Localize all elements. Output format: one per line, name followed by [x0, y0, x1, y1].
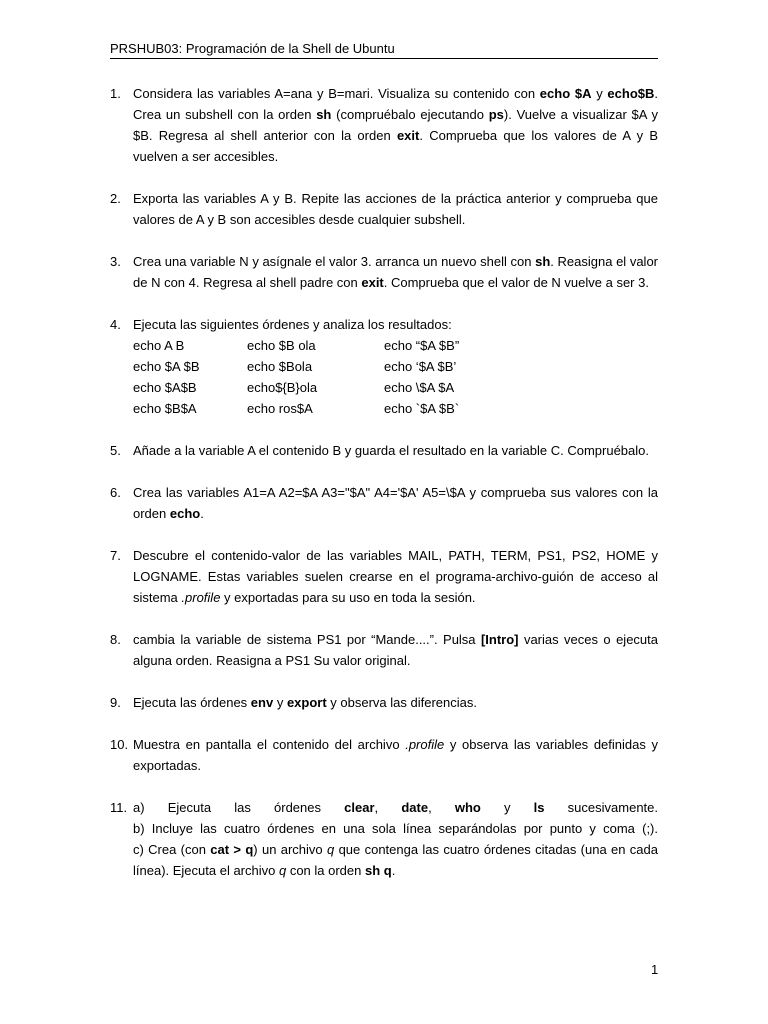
text-line — [133, 545, 658, 566]
text-line — [133, 797, 658, 818]
exercise-number: 1. — [110, 86, 121, 101]
text-run: de N con 4. Regresa al shell padre con — [133, 275, 362, 290]
exercise-item — [110, 251, 658, 293]
text-run: [Intro] — [480, 632, 519, 647]
text-run: sh — [535, 254, 551, 269]
text-run: c) Crea (con — [133, 842, 211, 857]
text-run: , — [428, 800, 455, 815]
text-line — [133, 503, 658, 524]
exercise-item — [110, 629, 658, 671]
text-run: exit — [396, 128, 420, 143]
text-run: y observa las variables definidas y — [444, 737, 658, 752]
text-run: Exporta las variables A y B. Repite las acciones de la práctica anterior y comprueba que — [133, 191, 658, 206]
text-run: Considera las variables A=ana y B=mari. Visualiza su contenido con — [133, 86, 540, 101]
command-cell: echo $B$A — [133, 401, 197, 416]
text-run: ) un archivo — [253, 842, 327, 857]
text-run: ). Vuelve a visualizar $A y — [503, 107, 658, 122]
text-run: LOGNAME. Estas variables suelen crearse en el programa-archivo-guión de acceso al — [133, 569, 658, 584]
text-run: . — [200, 506, 204, 521]
text-run: Crea las variables A1=A A2=$A A3="$A" A4='$A' A5=\$A y comprueba sus valores con la — [133, 485, 658, 500]
command-cell: echo $B ola — [247, 338, 316, 353]
text-line — [133, 692, 658, 713]
text-run: ps — [488, 107, 504, 122]
command-cell: echo A B — [133, 338, 185, 353]
exercise-text — [133, 83, 658, 167]
text-run: $B. Regresa al shell anterior con la orden — [133, 128, 397, 143]
exercise-text — [133, 314, 658, 419]
exercise-number: 6. — [110, 485, 121, 500]
text-run: sistema — [133, 590, 182, 605]
command-cell: echo $A$B — [133, 380, 197, 395]
exercise-text — [133, 692, 658, 713]
text-run: Crea un subshell con la orden — [133, 107, 317, 122]
text-line — [133, 272, 658, 293]
text-run: línea). Ejecuta el archivo — [133, 863, 279, 878]
text-run: y observa las diferencias. — [326, 695, 477, 710]
text-run: a) Ejecuta las órdenes — [133, 800, 345, 815]
exercise-item — [110, 797, 658, 881]
exercise-number: 10. — [110, 737, 129, 752]
exercise-item — [110, 83, 658, 167]
text-line — [133, 629, 658, 650]
text-run: .profile — [181, 590, 221, 605]
text-line — [133, 839, 658, 860]
text-run: exit — [361, 275, 384, 290]
text-run: . Reasigna el valor — [550, 254, 658, 269]
text-run: Descubre el contenido-valor de las variables MAIL, PATH, TERM, PS1, PS2, HOME y — [133, 548, 658, 563]
exercise-text — [133, 734, 658, 776]
text-line — [133, 209, 658, 230]
text-run: sh q — [364, 863, 392, 878]
text-run: Crea una variable N y asígnale el valor 3. arranca un nuevo shell con — [133, 254, 536, 269]
page-number: 1 — [651, 962, 659, 977]
text-run: alguna orden. Reasigna a PS1 Su valor original. — [133, 653, 411, 668]
text-line — [133, 566, 658, 587]
exercise-number: 8. — [110, 632, 121, 647]
text-run: b) Incluye las cuatro órdenes en una sola línea separándolas por punto y coma (;). — [133, 821, 658, 836]
command-cell: echo \$A $A — [384, 380, 455, 395]
exercise-number: 11. — [110, 800, 128, 815]
exercise-item — [110, 734, 658, 776]
exercise-intro: Ejecuta las siguientes órdenes y analiza los resultados: — [133, 317, 452, 332]
exercise-item — [110, 482, 658, 524]
exercise-item — [110, 314, 658, 419]
text-line — [133, 83, 658, 104]
exercise-item — [110, 545, 658, 608]
text-run: .profile — [405, 737, 445, 752]
text-line — [133, 734, 658, 755]
exercise-number: 3. — [110, 254, 121, 269]
text-run: exportadas. — [133, 758, 201, 773]
text-run: que contenga las cuatro órdenes citadas (una en cada — [334, 842, 658, 857]
exercise-item — [110, 692, 658, 713]
text-run: . — [391, 863, 396, 878]
text-line — [133, 125, 658, 146]
text-line — [133, 860, 658, 881]
exercise-text — [133, 545, 658, 608]
text-run: sucesivamente. — [544, 800, 658, 815]
command-cell: echo ‘$A $B’ — [384, 359, 457, 374]
exercise-number: 4. — [110, 317, 121, 332]
text-line — [133, 587, 658, 608]
exercise-item — [110, 188, 658, 230]
command-cell: echo `$A $B` — [384, 401, 460, 416]
text-run: who — [454, 800, 481, 815]
text-run: ls — [533, 800, 545, 815]
exercise-number: 7. — [110, 548, 121, 563]
exercise-number: 9. — [110, 695, 121, 710]
text-run: sh — [316, 107, 332, 122]
command-grid — [133, 335, 658, 419]
text-line — [133, 104, 658, 125]
text-run: export — [286, 695, 327, 710]
exercise-number: 5. — [110, 443, 121, 458]
text-run: . Comprueba que el valor de N vuelve a ser 3. — [383, 275, 649, 290]
exercise-text — [133, 440, 658, 461]
text-line — [133, 482, 658, 503]
text-run: cat > q — [210, 842, 254, 857]
text-line — [133, 440, 658, 461]
text-line — [133, 650, 658, 671]
text-run: env — [250, 695, 274, 710]
text-run: Añade a la variable A el contenido B y guarda el resultado en la variable C. Compruébalo. — [133, 443, 649, 458]
text-run: vuelven a ser accesibles. — [133, 149, 279, 164]
text-line — [133, 818, 658, 839]
text-run: con la orden — [286, 863, 365, 878]
text-run: y exportadas para su uso en toda la sesión. — [220, 590, 476, 605]
text-run: clear — [344, 800, 375, 815]
text-run: orden — [133, 506, 170, 521]
command-cell: echo “$A $B” — [384, 338, 460, 353]
text-run: echo — [169, 506, 201, 521]
page-header — [110, 41, 658, 59]
command-cell: echo${B}ola — [247, 380, 318, 395]
text-run: valores de A y B son accesibles desde cualquier subshell. — [133, 212, 466, 227]
text-run: Muestra en pantalla el contenido del archivo — [133, 737, 406, 752]
text-run: . Comprueba que los valores de A y B — [419, 128, 658, 143]
exercise-text — [133, 629, 658, 671]
text-line — [133, 755, 658, 776]
text-run: , — [374, 800, 402, 815]
text-line — [133, 188, 658, 209]
text-run: Ejecuta las órdenes — [133, 695, 251, 710]
text-run: echo$B — [607, 86, 655, 101]
text-run: y — [591, 86, 608, 101]
text-run: echo $A — [539, 86, 592, 101]
text-run: . — [654, 86, 658, 101]
command-cell: echo ros$A — [247, 401, 313, 416]
text-line — [133, 251, 658, 272]
command-cell: echo $A $B — [133, 359, 200, 374]
exercise-text — [133, 797, 658, 881]
text-run: q — [327, 842, 335, 857]
text-run: y — [480, 800, 534, 815]
text-run: q — [278, 863, 287, 878]
exercise-number: 2. — [110, 191, 121, 206]
exercise-text — [133, 188, 658, 230]
text-run: cambia la variable de sistema PS1 por “Mande....”. Pulsa — [133, 632, 481, 647]
text-run: date — [401, 800, 429, 815]
command-cell: echo $Bola — [247, 359, 313, 374]
text-line — [133, 146, 658, 167]
exercise-text — [133, 482, 658, 524]
header-title: PRSHUB03: Programación de la Shell de Ubuntu — [110, 41, 395, 56]
exercise-item — [110, 440, 658, 461]
text-run: y — [273, 695, 287, 710]
text-run: varias veces o ejecuta — [518, 632, 658, 647]
text-run: (compruébalo ejecutando — [331, 107, 489, 122]
exercise-text — [133, 251, 658, 293]
